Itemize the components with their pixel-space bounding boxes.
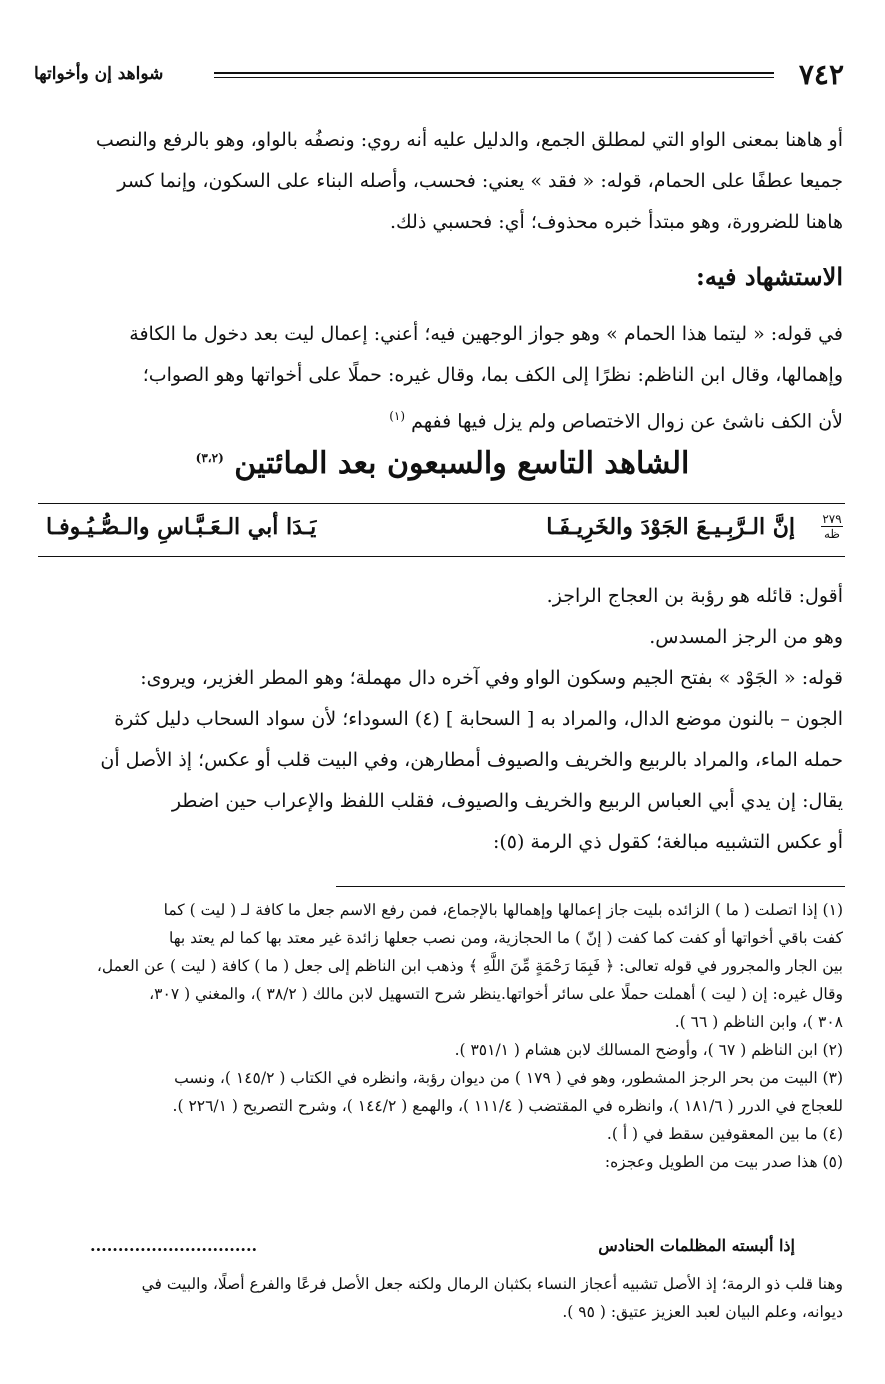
footnote-line: وقال غيره: إن ( ليت ) أهملت حملًا على سائر أخواتها.ينظر شرح التسهيل لابن مالك ( ٣٨/٢ )، والمغني ( ٣٠٧،	[149, 985, 843, 1003]
verse-second-hemistich: يَـدَا أبي الـعَـبَّـاسِ والـصُّـيُـوفـا	[46, 514, 317, 540]
text-line: حمله الماء، والمراد بالربيع والخريف والصيوف أمطارهن، وفي البيت قلب أو عكس؛ إذ الأصل أن	[100, 749, 843, 771]
footnote-line: (٢) ابن الناظم ( ٦٧ )، وأوضح المسالك لابن هشام ( ٣٥١/١ ).	[454, 1041, 843, 1059]
footnotes	[38, 896, 843, 1176]
text-line: وهو من الرجز المسدس.	[649, 626, 843, 648]
verse-first-hemistich: إنَّ الـرَّبِـيـعَ الجَوْدَ والخَرِيـفَـا	[546, 514, 795, 540]
text-line: يقال: إن يدي أبي العباس الربيع والخريف والصيوف، فقلب اللفظ والإعراب حين اضطر	[171, 790, 843, 812]
running-title: شواهد إن وأخواتها	[34, 64, 164, 84]
footnote-verse	[90, 1236, 795, 1264]
text-line: في قوله: « ليتما هذا الحمام » وهو جواز الوجهين فيه؛ أعني: إعمال ليت بعد دخول ما الكافة	[129, 323, 843, 345]
footnote-line: كفت باقي أخواتها أو كفت كما كفت ( إنّ ) ما الحجازية، ومن نصب جعلها زائدة غير معتد بها كما لم يعتد بها	[169, 929, 843, 947]
footnote-line: (١) إذا اتصلت ( ما ) الزائده بليت جاز إعمالها وإهمالها بالإجماع، فمن رفع الاسم جعل ما كافة لـ ( ليت ) كما	[163, 901, 843, 919]
footnote-line: (٣) البيت من بحر الرجز المشطور، وهو في ( ١٧٩ ) من ديوان رؤبة، وانظره في الكتاب ( ١٤٥/٢ )، ونسب	[174, 1069, 843, 1087]
text-line: جميعا عطفًا على الحمام، قوله: « فقد » يعني: فحسب، وأصله البناء على السكون، وإنما كسر	[117, 170, 843, 192]
footnote-line: بين الجار والمجرور في قوله تعالى: ﴿ فَبِمَا رَحْمَةٍ مِّنَ اللَّهِ ﴾ وذهب ابن الناظم إلى جعل ( ما ) كافة ( ليت ) عن العمل،	[96, 957, 843, 975]
footnote-separator	[336, 886, 845, 887]
footnote-line: ديوانه، وعلم البيان لعبد العزيز عتيق: ( ٩٥ ).	[562, 1303, 843, 1321]
page-header	[34, 58, 844, 92]
footnote-verse-second-half: إذا ألبسته المظلمات الحنادس	[598, 1236, 795, 1255]
footnote-verse-dots: ..............................	[90, 1236, 258, 1255]
footnote-5-continued	[38, 1270, 843, 1326]
footnote-line: للعجاج في الدرر ( ١٨١/٦ )، وانظره في المقتضب ( ١١١/٤ )، والهمع ( ١٤٤/٢ )، وشرح التصريح ( ٢٢٦/١ ).	[172, 1097, 843, 1115]
page-number: ٧٤٢	[798, 58, 844, 91]
footnote-ref: (٣،٢)	[195, 451, 224, 465]
text-line: الجون – بالنون موضع الدال، والمراد به [ السحابة ] (٤) السوداء؛ لأن سواد السحاب دليل كثرة	[114, 708, 843, 730]
header-rule-thin	[214, 77, 774, 78]
paragraph-3	[38, 576, 843, 863]
footnote-line: (٤) ما بين المعقوفين سقط في ( أ ).	[606, 1125, 843, 1143]
section-heading: الاستشهاد فيه:	[696, 262, 843, 291]
text-line: أقول: قائله هو رؤبة بن العجاج الراجز.	[546, 585, 843, 607]
verse-number: ٢٧٩ ظه	[822, 512, 842, 541]
text-line: لأن الكف ناشئ عن زوال الاختصاص ولم يزل فيها ففهم $^{(١)}$	[389, 409, 843, 433]
text-line: هاهنا للضرورة، وهو مبتدأ خبره محذوف؛ أي: فحسبي ذلك.	[389, 211, 843, 233]
witness-title: الشاهد التاسع والسبعون بعد المائتين $^{(٣،٢)}$	[195, 446, 690, 481]
footnote-line: ٣٠٨ )، وابن الناظم ( ٦٦ ).	[674, 1013, 843, 1031]
text-line: أو عكس التشبيه مبالغة؛ كقول ذي الرمة (٥):	[492, 831, 843, 853]
footnote-ref: (١)	[389, 409, 406, 423]
verse-box	[38, 503, 845, 557]
text-line: وإهمالها، وقال ابن الناظم: نظرًا إلى الكف بما، وقال غيره: حملًا على أخواتها وهو الصواب؛	[142, 364, 843, 386]
footnote-line: وهنا قلب ذو الرمة؛ إذ الأصل تشبيه أعجاز النساء بكثبان الرمال ولكنه جعل الأصل فرعًا والفرع أصلًا، والبيت في	[141, 1275, 843, 1293]
footnote-line: (٥) هذا صدر بيت من الطويل وعجزه:	[604, 1153, 843, 1171]
paragraph-1	[38, 120, 843, 243]
text-line: قوله: « الجَوْد » بفتح الجيم وسكون الواو وفي آخره دال مهملة؛ وهو المطر الغزير، ويروى:	[140, 667, 843, 689]
header-rule	[214, 72, 774, 74]
text-line: أو هاهنا بمعنى الواو التي لمطلق الجمع، والدليل عليه أنه روي: ونصفُه بالواو، وهو بالرفع والنصب	[95, 129, 843, 151]
paragraph-2	[38, 314, 843, 442]
